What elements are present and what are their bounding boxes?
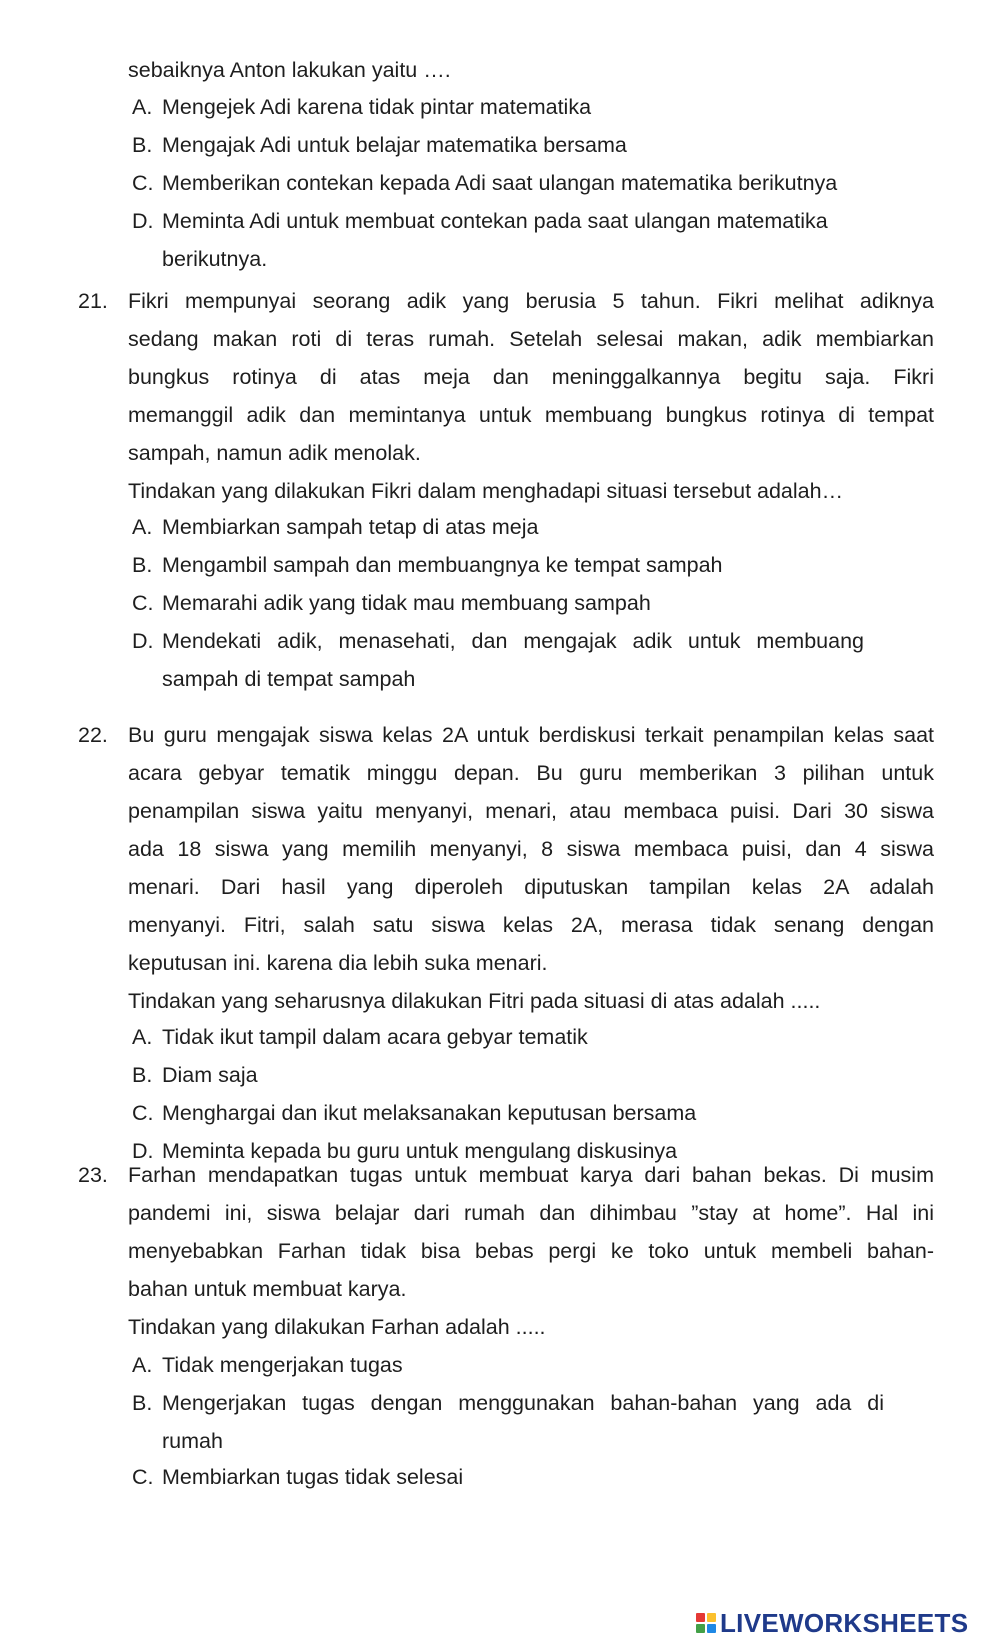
q23-option-b: Mengerjakan tugas dengan menggunakan bahan-bahan yang ada di — [162, 1391, 884, 1415]
logo-square — [707, 1613, 716, 1622]
q22-stem-line: Bu guru mengajak siswa kelas 2A untuk berdiskusi terkait penampilan kelas saat — [128, 723, 934, 747]
q22-number: 22. — [78, 723, 108, 747]
q22-stem-line: ada 18 siswa yang memilih menyanyi, 8 siswa membaca puisi, dan 4 siswa — [128, 837, 934, 861]
q20-option-d: Meminta Adi untuk membuat contekan pada saat ulangan matematika — [162, 209, 828, 233]
q23-option-b-letter: B. — [132, 1391, 153, 1415]
q21-option-b-letter: B. — [132, 553, 153, 577]
q23-stem-line: bahan untuk membuat karya. — [128, 1277, 407, 1301]
q23-option-a: Tidak mengerjakan tugas — [162, 1353, 403, 1377]
q21-stem-line: sedang makan roti di teras rumah. Setelah selesai makan, adik membiarkan — [128, 327, 934, 351]
q21-stem-line: sampah, namun adik menolak. — [128, 441, 421, 465]
q22-option-c-letter: C. — [132, 1101, 154, 1125]
q20-option-b-letter: B. — [132, 133, 153, 157]
q21-option-d: Mendekati adik, menasehati, dan mengajak adik untuk membuang — [162, 629, 864, 653]
q21-option-a: Membiarkan sampah tetap di atas meja — [162, 515, 539, 539]
logo-text: LIVEWORKSHEETS — [720, 1607, 969, 1638]
q22-question: Tindakan yang seharusnya dilakukan Fitri pada situasi di atas adalah ..... — [128, 989, 821, 1013]
q22-stem-line: acara gebyar tematik minggu depan. Bu guru memberikan 3 pilihan untuk — [128, 761, 934, 785]
q23-option-c-letter: C. — [132, 1465, 154, 1489]
q20-option-c-letter: C. — [132, 171, 154, 195]
q23-stem-line: Farhan mendapatkan tugas untuk membuat karya dari bahan bekas. Di musim — [128, 1163, 934, 1187]
q23-option-b-cont: rumah — [162, 1429, 223, 1453]
q21-option-d-letter: D. — [132, 629, 154, 653]
q22-option-d-letter: D. — [132, 1139, 154, 1163]
q20-option-d-cont: berikutnya. — [162, 247, 268, 271]
q23-number: 23. — [78, 1163, 108, 1187]
logo-mark-icon — [696, 1613, 716, 1633]
q23-question: Tindakan yang dilakukan Farhan adalah ..... — [128, 1315, 546, 1339]
logo-square — [696, 1613, 705, 1622]
q23-option-a-letter: A. — [132, 1353, 153, 1377]
q22-option-b: Diam saja — [162, 1063, 258, 1087]
logo-square — [696, 1624, 705, 1633]
liveworksheets-logo — [696, 1608, 968, 1638]
q21-option-d-cont: sampah di tempat sampah — [162, 667, 416, 691]
logo-square — [707, 1624, 716, 1633]
q22-option-a-letter: A. — [132, 1025, 153, 1049]
q20-option-d-letter: D. — [132, 209, 154, 233]
q22-option-d: Meminta kepada bu guru untuk mengulang diskusinya — [162, 1139, 678, 1163]
q23-stem-line: menyebabkan Farhan tidak bisa bebas pergi ke toko untuk membeli bahan- — [128, 1239, 934, 1263]
q22-option-a: Tidak ikut tampil dalam acara gebyar tematik — [162, 1025, 588, 1049]
q21-option-b: Mengambil sampah dan membuangnya ke tempat sampah — [162, 553, 723, 577]
q21-option-c-letter: C. — [132, 591, 154, 615]
q22-stem-line: menyanyi. Fitri, salah satu siswa kelas 2A, merasa tidak senang dengan — [128, 913, 934, 937]
q23-stem-line: pandemi ini, siswa belajar dari rumah dan dihimbau ”stay at home”. Hal ini — [128, 1201, 934, 1225]
q21-question: Tindakan yang dilakukan Fikri dalam menghadapi situasi tersebut adalah… — [128, 479, 844, 503]
q20-option-a: Mengejek Adi karena tidak pintar matematika — [162, 95, 592, 119]
q20-stem-tail: sebaiknya Anton lakukan yaitu …. — [128, 58, 451, 82]
q21-option-c: Memarahi adik yang tidak mau membuang sampah — [162, 591, 651, 615]
q20-option-a-letter: A. — [132, 95, 153, 119]
q21-stem-line: bungkus rotinya di atas meja dan meninggalkannya begitu saja. Fikri — [128, 365, 934, 389]
q21-stem-line: memanggil adik dan memintanya untuk membuang bungkus rotinya di tempat — [128, 403, 934, 427]
q20-option-c: Memberikan contekan kepada Adi saat ulangan matematika berikutnya — [162, 171, 838, 195]
q21-stem-line: Fikri mempunyai seorang adik yang berusia 5 tahun. Fikri melihat adiknya — [128, 289, 934, 313]
q21-option-a-letter: A. — [132, 515, 153, 539]
q22-option-c: Menghargai dan ikut melaksanakan keputusan bersama — [162, 1101, 697, 1125]
q23-option-c: Membiarkan tugas tidak selesai — [162, 1465, 464, 1489]
q22-stem-line: penampilan siswa yaitu menyanyi, menari, atau membaca puisi. Dari 30 siswa — [128, 799, 934, 823]
q22-option-b-letter: B. — [132, 1063, 153, 1087]
q21-number: 21. — [78, 289, 108, 313]
q22-stem-line: keputusan ini. karena dia lebih suka menari. — [128, 951, 548, 975]
q22-stem-line: menari. Dari hasil yang diperoleh diputuskan tampilan kelas 2A adalah — [128, 875, 934, 899]
q20-option-b: Mengajak Adi untuk belajar matematika bersama — [162, 133, 627, 157]
